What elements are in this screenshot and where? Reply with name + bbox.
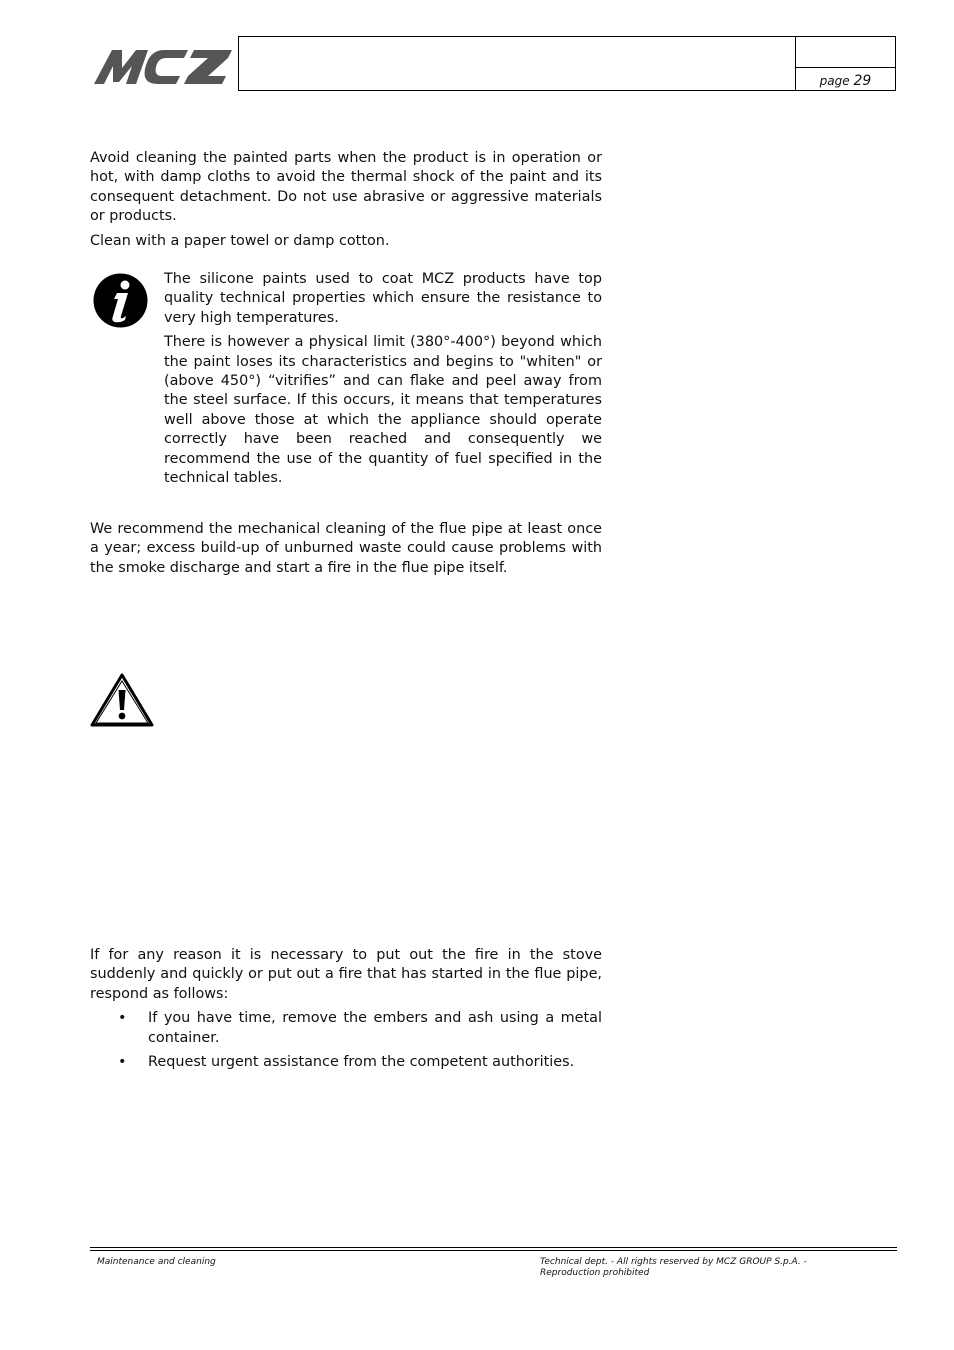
footer-section-title: Maintenance and cleaning — [97, 1257, 216, 1267]
bullet-list — [90, 1009, 602, 1072]
header-box — [238, 36, 896, 91]
mcz-logo — [92, 42, 234, 88]
warning-icon — [90, 672, 154, 728]
bullet-icon: • — [118, 1054, 127, 1071]
fire-section — [90, 946, 602, 1077]
paragraph: We recommend the mechanical cleaning of the flue pipe at least once a year; excess build-up of unburned waste could cause problems with the smoke discharge and start a fire in the flue pipe itself. — [90, 521, 602, 576]
list-item — [90, 1053, 602, 1072]
flue-pipe-section — [90, 520, 602, 578]
page-number-value: 29 — [853, 73, 872, 89]
list-item-text: If you have time, remove the embers and ash using a metal container. — [148, 1010, 602, 1046]
list-item — [90, 1009, 602, 1048]
paragraph: Avoid cleaning the painted parts when the product is in operation or hot, with damp cloths to avoid the thermal shock of the paint and its consequent detachment. Do not use abrasive or aggressive materials or products. — [90, 150, 602, 225]
list-item-text: Request urgent assistance from the competent authorities. — [148, 1054, 575, 1071]
bullet-icon: • — [118, 1010, 127, 1027]
info-icon — [92, 272, 149, 329]
page-prefix: page — [819, 74, 850, 88]
painted-parts-section — [90, 149, 602, 251]
info-note — [164, 270, 602, 488]
page-number — [796, 73, 895, 89]
paragraph: There is however a physical limit (380°-400°) beyond which the paint loses its characteristics and begins to "whiten" or (above 450°) “vitrifies” and can flake and peel away from the steel surface. If this occurs, it means that temperatures well above those at which the appliance should operate correctly have been reached and consequently we recommend the use of the quantity of fuel specified in the technical tables. — [164, 334, 602, 487]
paragraph: The silicone paints used to coat MCZ products have top quality technical properties which ensure the resistance to very high temperatures. — [164, 271, 602, 326]
footer-rule — [90, 1250, 897, 1251]
header-divider — [795, 67, 895, 68]
paragraph: If for any reason it is necessary to put out the fire in the stove suddenly and quickly or put out a fire that has started in the flue pipe, respond as follows: — [90, 947, 602, 1002]
paragraph: Clean with a paper towel or damp cotton. — [90, 232, 390, 249]
footer-copyright: Technical dept. - All rights reserved by MCZ GROUP S.p.A. - Reproduction prohibited — [540, 1257, 807, 1278]
footer-rule — [90, 1247, 897, 1248]
